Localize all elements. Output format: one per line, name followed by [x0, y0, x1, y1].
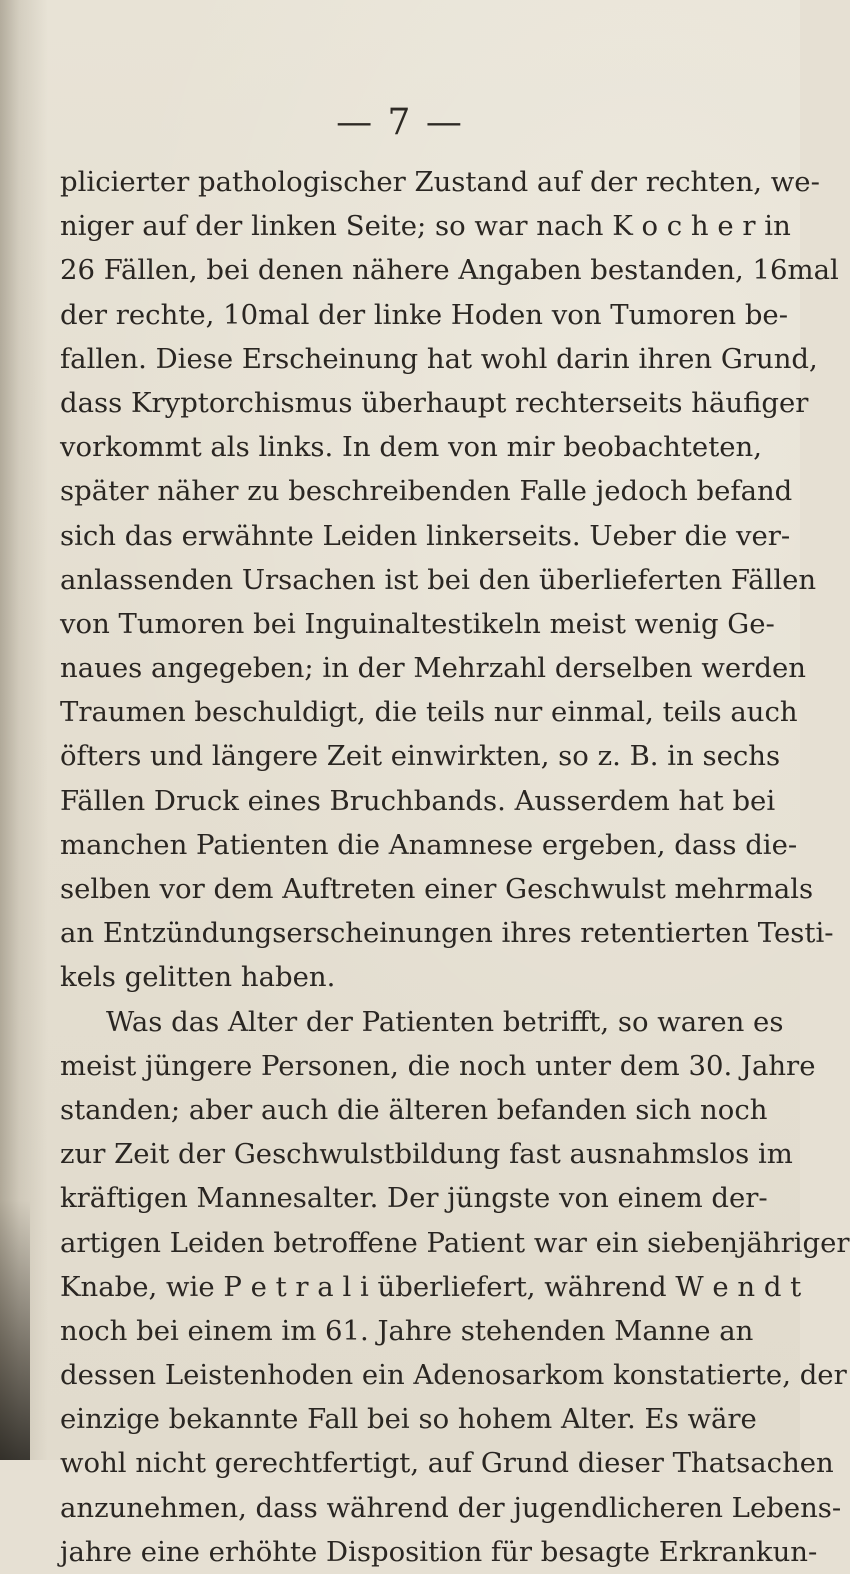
- text-line: Traumen beschuldigt, die teils nur einmal, teils auch: [60, 696, 798, 729]
- text-line: dass Kryptorchismus überhaupt rechterseits häufiger: [60, 386, 809, 419]
- text-line: noch bei einem im 61. Jahre stehenden Manne an: [60, 1314, 754, 1347]
- text-line: fallen. Diese Erscheinung hat wohl darin ihren Grund,: [60, 342, 818, 375]
- text-line: dessen Leistenhoden ein Adenosarkom konstatierte, der: [60, 1359, 847, 1392]
- text-line: von Tumoren bei Inguinaltestikeln meist wenig Ge-: [60, 607, 775, 640]
- text-line: später näher zu beschreibenden Falle jedoch befand: [60, 475, 793, 508]
- text-line: an Entzündungserscheinungen ihres retentierten Testi-: [60, 917, 834, 950]
- text-line: Knabe, wie P e t r a l i überliefert, während W e n d t: [60, 1270, 802, 1303]
- text-line: selben vor dem Auftreten einer Geschwulst mehrmals: [60, 873, 814, 905]
- text-line: kräftigen Mannesalter. Der jüngste von einem der-: [60, 1182, 768, 1215]
- spine-edge: [0, 1200, 30, 1460]
- text-line: artigen Leiden betroffene Patient war ein siebenjähriger: [60, 1226, 850, 1259]
- text-line: wohl nicht gerechtfertigt, auf Grund dieser Thatsachen: [60, 1447, 834, 1480]
- text-line: niger auf der linken Seite; so war nach K o c h e r in: [60, 210, 791, 243]
- text-line: einzige bekannte Fall bei so hohem Alter. Es wäre: [60, 1403, 757, 1436]
- text-line: vorkommt als links. In dem von mir beobachteten,: [60, 431, 762, 464]
- text-line: 26 Fällen, bei denen nähere Angaben bestanden, 16mal: [60, 254, 839, 287]
- text-line: der rechte, 10mal der linke Hoden von Tumoren be-: [60, 298, 788, 331]
- text-line: sich das erwähnte Leiden linkerseits. Ueber die ver-: [60, 519, 791, 552]
- text-line: jahre eine erhöhte Disposition für besagte Erkrankun-: [60, 1535, 818, 1568]
- text-line: kels gelitten haben.: [60, 961, 336, 994]
- text-line: plicierter pathologischer Zustand auf der rechten, we-: [60, 166, 820, 198]
- body-text: [60, 160, 850, 1574]
- text-line: naues angegeben; in der Mehrzahl derselben werden: [60, 652, 806, 685]
- text-line: anzunehmen, dass während der jugendlicheren Lebens-: [60, 1491, 842, 1524]
- text-line: anlassenden Ursachen ist bei den überlieferten Fällen: [60, 563, 817, 596]
- text-line: manchen Patienten die Anamnese ergeben, dass die-: [60, 828, 798, 861]
- text-line: öfters und längere Zeit einwirkten, so z. B. in sechs: [60, 740, 781, 773]
- text-line: Was das Alter der Patienten betrifft, so waren es: [106, 1005, 784, 1038]
- text-line: Fällen Druck eines Bruchbands. Ausserdem hat bei: [60, 784, 776, 817]
- page-number: — 7 —: [336, 102, 464, 143]
- text-line: standen; aber auch die älteren befanden sich noch: [60, 1093, 768, 1126]
- text-line: meist jüngere Personen, die noch unter dem 30. Jahre: [60, 1049, 816, 1082]
- text-line: zur Zeit der Geschwulstbildung fast ausnahmslos im: [60, 1138, 793, 1171]
